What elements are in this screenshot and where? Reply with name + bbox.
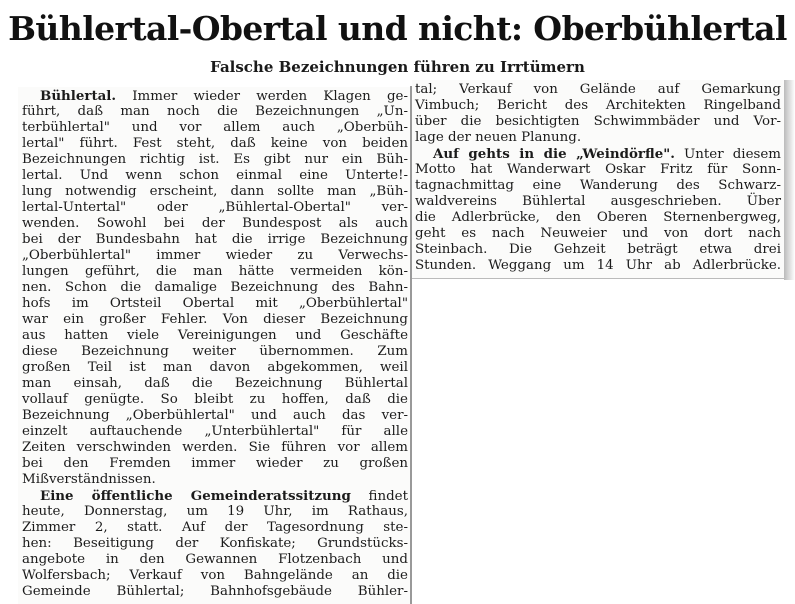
text-line: heute, Donnerstag, um 19 Uhr, im Rathaus, [22, 504, 408, 519]
text-line: lungen geführt, die man hätte vermeiden kön- [22, 264, 408, 279]
text-line: über die besichtigten Schwimmbäder und Vor- [415, 114, 781, 129]
text-line: war ein großer Fehler. Von dieser Bezeichnung [22, 312, 408, 327]
text-line: einzelt auftauchende „Unterbühlertal" für alle [22, 424, 408, 439]
text-line: Mißverständnissen. [22, 472, 156, 487]
text-line: führt, daß man noch die Bezeichnungen „Un- [22, 104, 408, 119]
text-line: Eine öffentliche Gemeinderatssitzung findet [40, 488, 408, 504]
text-line: Motto hat Wanderwart Oskar Fritz für Sonn- [415, 162, 781, 177]
right-column [412, 80, 786, 279]
text-line: großen Teil ist man davon abgekommen, weil [22, 360, 408, 375]
text-line: waldvereins Bühlertal ausgeschrieben. Über [415, 194, 781, 209]
left-column [18, 87, 411, 604]
text-line: terbühlertal" und vor allem auch „Oberbüh- [22, 120, 408, 135]
subheadline: Falsche Bezeichnungen führen zu Irrtümern [210, 58, 585, 76]
text-line: Bezeichnungen richtig ist. Es gibt nur ein Büh- [22, 152, 408, 167]
text-line: lertal-Untertal" oder „Bühlertal-Obertal" ver- [22, 200, 408, 215]
text-line: Zimmer 2, statt. Auf der Tagesordnung ste- [22, 520, 408, 535]
text-line: bei den Fremden immer wieder zu großen [22, 456, 408, 471]
text-line: angebote in den Gewannen Flotzenbach und [22, 552, 408, 567]
text-line: Wolfersbach; Verkauf von Bahngelände an die [22, 568, 408, 583]
text-line: Gemeinde Bühlertal; Bahnhofsgebäude Bühler- [22, 584, 408, 599]
text-line: Auf gehts in die „Weindörfle". Unter diesem [433, 146, 781, 162]
text-line: diese Bezeichnung weiter übernommen. Zum [22, 344, 408, 359]
headline: Bühlertal-Obertal und nicht: Oberbühlertal [8, 9, 787, 48]
text-line: Zeiten verschwinden werden. Sie führen vor allem [22, 440, 408, 455]
text-line: tagnachmittag eine Wanderung des Schwarz- [415, 178, 781, 193]
text-line: lung notwendig erscheint, dann sollte man „Büh- [22, 184, 408, 199]
text-line: man einsah, daß die Bezeichnung Bühlertal [22, 376, 408, 391]
text-line: Stunden. Weggang um 14 Uhr ab Adlerbrücke. [415, 258, 781, 273]
text-line: Vimbuch; Bericht des Architekten Ringelband [415, 98, 781, 113]
text-line: vollauf genügte. So bleibt zu hoffen, daß die [22, 392, 408, 407]
text-line: lertal. Und wenn schon einmal eine Unterte!- [22, 168, 408, 183]
text-line: geht es nach Neuweier und von dort nach [415, 226, 781, 241]
text-line: lertal" führt. Fest steht, daß keine von beiden [22, 136, 408, 151]
text-line: aus hatten viele Vereinigungen und Geschäfte [22, 328, 408, 343]
text-line: lage der neuen Planung. [415, 130, 582, 145]
text-line: Bezeichnung „Oberbühlertal" und auch das ver- [22, 408, 408, 423]
text-line: tal; Verkauf von Gelände auf Gemarkung [415, 82, 781, 97]
text-line: hen: Beseitigung der Konfiskate; Grundstücks- [22, 536, 408, 551]
text-line: hofs im Ortsteil Obertal mit „Oberbühlertal" [22, 296, 408, 311]
clipping-edge [784, 80, 795, 280]
text-line: Bühlertal. Immer wieder werden Klagen ge- [40, 88, 408, 104]
text-line: Steinbach. Die Gehzeit beträgt etwa drei [415, 242, 781, 257]
text-line: die Adlerbrücke, den Oberen Sternenbergweg, [415, 210, 781, 225]
text-line: „Oberbühlertal" immer wieder zu Verwechs- [22, 248, 408, 263]
text-line: bei der Bundesbahn hat die irrige Bezeichnung [22, 232, 408, 247]
text-line: nen. Schon die damalige Bezeichnung des Bahn- [22, 280, 408, 295]
text-line: wenden. Sowohl bei der Bundespost als auch [22, 216, 408, 231]
